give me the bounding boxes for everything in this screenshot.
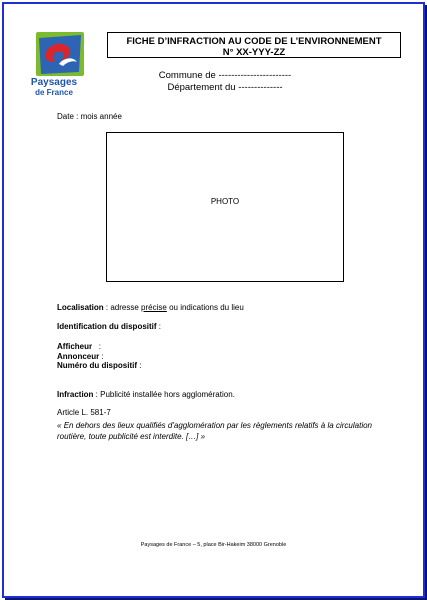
identification-line: [57, 322, 161, 332]
localisation-underlined: précise: [141, 303, 167, 312]
annonceur-label: Annonceur: [57, 351, 100, 361]
identification-label: Identification du dispositif: [57, 322, 157, 331]
footer-address: Paysages de France – 5, place Bir-Hakeim 38000 Grenoble: [140, 542, 287, 548]
departement-line: Département du --------------: [167, 82, 283, 93]
annonceur-sep: :: [99, 351, 104, 361]
infraction-text: : Publicité installée hors agglomération.: [93, 390, 235, 399]
numero-label: Numéro du dispositif: [57, 361, 137, 370]
localisation-rest: ou indications du lieu: [166, 303, 244, 312]
afficheur-label: Afficheur: [57, 342, 93, 351]
photo-label: PHOTO: [210, 197, 240, 206]
form-number: N° XX-YYY-ZZ: [222, 47, 286, 58]
form-title: FICHE D’INFRACTION AU CODE DE L’ENVIRONNEMENT: [126, 36, 382, 47]
dispositif-fields: [57, 342, 141, 371]
title-box: [107, 32, 401, 58]
afficheur-sep: :: [92, 342, 102, 351]
article-ref: Article L. 581-7: [57, 408, 111, 417]
infraction-line: [57, 390, 235, 400]
logo-line2: de France: [35, 88, 73, 97]
logo-line1: Paysages: [30, 77, 78, 88]
localisation-sep: : adresse: [103, 303, 142, 312]
localisation-label: Localisation: [57, 303, 104, 312]
photo-placeholder: [106, 132, 344, 282]
numero-sep: :: [137, 361, 142, 370]
identification-sep: :: [156, 322, 162, 331]
location-header: [110, 70, 340, 94]
date-line: Date : mois année: [57, 112, 122, 121]
article-quote: « En dehors des lieux qualifiés d'agglomération par les règlements relatifs à la circulation routière, toute publicité est interdite. […] »: [57, 421, 372, 441]
infraction-label: Infraction: [57, 390, 94, 399]
logo-text: [18, 78, 90, 98]
localisation-line: [57, 303, 244, 313]
commune-line: Commune de -----------------------: [158, 70, 292, 81]
